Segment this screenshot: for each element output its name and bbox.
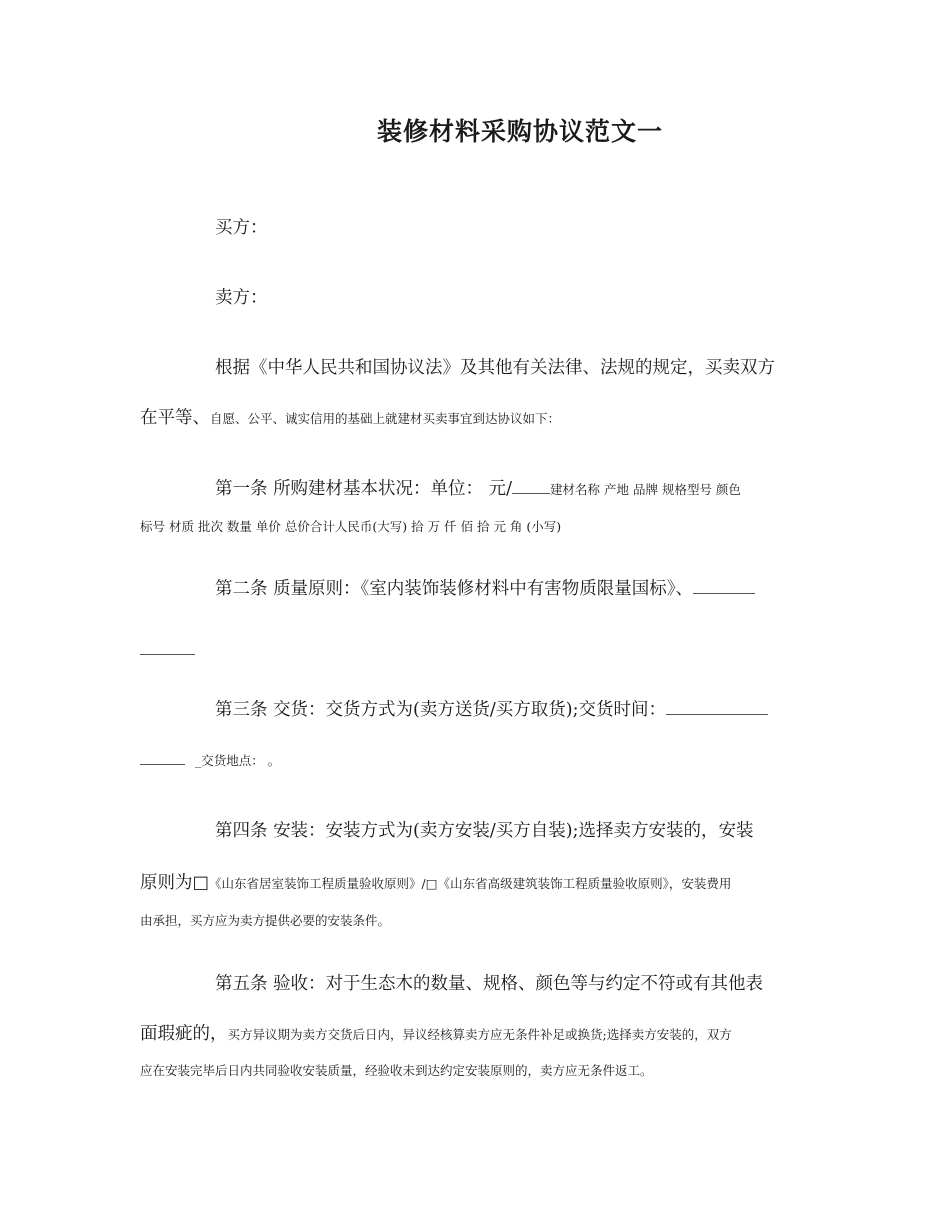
article-4-line-2 xyxy=(140,869,731,894)
intro-line-2-rest: 自愿、公平、诚实信用的基础上就建材买卖事宜到达协议如下： xyxy=(210,411,561,426)
article-4-line-2-lead: 原则为□ xyxy=(140,873,210,893)
blank-field xyxy=(512,492,550,494)
article-4-line-2-rest: 《山东省居室装饰工程质量验收原则》/□《山东省高级建筑装饰工程质量验收原则》，安装费用 xyxy=(209,876,732,891)
article-1-line-2: 标号 材质 批次 数量 单价 总价合计人民币(大写) 拾 万 仟 佰 拾 元 角 (小写) xyxy=(140,519,562,534)
intro-line-2-lead: 在平等、 xyxy=(140,408,210,428)
blank-field xyxy=(140,763,185,765)
blank-field xyxy=(140,653,195,655)
article-5-line-2-rest: 买方异议期为卖方交货后日内，异议经核算卖方应无条件补足或换货;选择卖方安装的，双方 xyxy=(227,1027,732,1042)
article-3-text: 第三条 交货：交货方式为(卖方送货/买方取货);交货时间： xyxy=(215,700,667,720)
article-3-line-2 xyxy=(140,750,280,769)
article-3-place: _交货地点： 。 xyxy=(195,753,281,768)
seller-line: 卖方： xyxy=(215,288,268,308)
article-5-line-2-lead: 面瑕疵的， xyxy=(140,1024,228,1044)
blank-field xyxy=(666,713,768,715)
article-1-line-1 xyxy=(215,475,741,500)
article-2-text: 第二条 质量原则：《室内装饰装修材料中有害物质限量国标》、 xyxy=(215,579,694,599)
article-4-line-3: 由承担，买方应为卖方提供必要的安装条件。 xyxy=(140,913,391,928)
blank-field xyxy=(693,592,755,594)
article-1-heading: 第一条 所购建材基本状况：单位： 元/ xyxy=(215,479,513,499)
article-5-line-3: 应在安装完毕后日内共同验收安装质量，经验收未到达约定安装原则的，卖方应无条件返工。 xyxy=(140,1063,653,1078)
article-5-line-1: 第五条 验收：对于生态木的数量、规格、颜色等与约定不符或有其他表 xyxy=(215,974,764,994)
article-3-line-1 xyxy=(215,696,768,721)
article-2-line-2 xyxy=(140,640,195,659)
article-5-line-2 xyxy=(140,1020,732,1045)
article-4-line-1: 第四条 安装：安装方式为(卖方安装/买方自装);选择卖方安装的，安装 xyxy=(215,821,754,841)
article-2-line-1 xyxy=(215,575,755,600)
intro-line-2 xyxy=(140,404,560,429)
document-title: 装修材料采购协议范文一 xyxy=(376,117,663,146)
intro-line-1: 根据《中华人民共和国协议法》及其他有关法律、法规的规定，买卖双方 xyxy=(215,358,775,378)
article-1-items: 建材名称 产地 品牌 规格型号 颜色 xyxy=(550,482,741,497)
buyer-line: 买方： xyxy=(215,218,268,238)
